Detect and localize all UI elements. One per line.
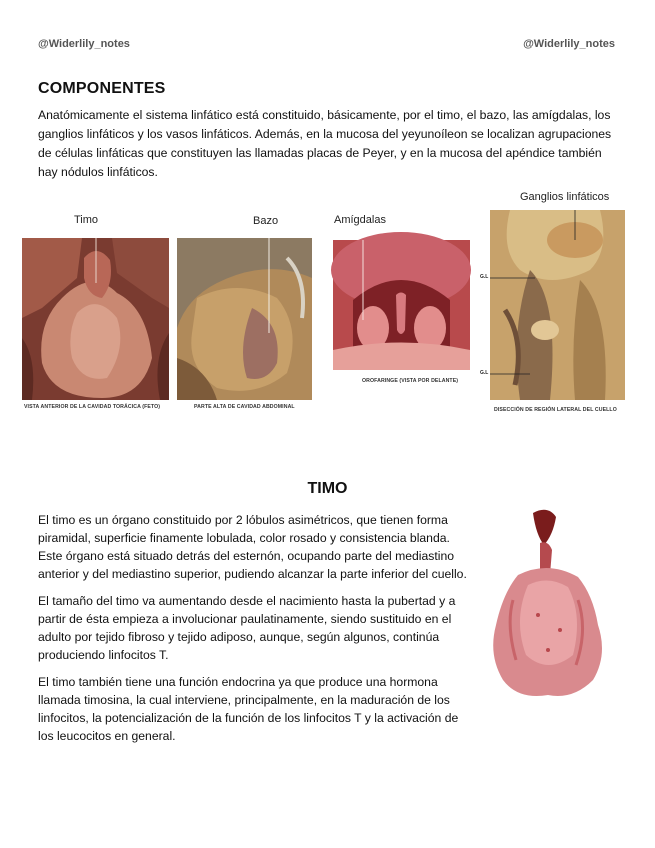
label-timo: Timo — [74, 214, 99, 226]
caption-amigdalas: OROFARINGE (VISTA POR DELANTE) — [362, 378, 459, 384]
figure-timo-image — [22, 238, 169, 400]
section-title-componentes: COMPONENTES — [38, 80, 166, 97]
caption-bazo: PARTE ALTA DE CAVIDAD ABDOMINAL — [194, 404, 295, 410]
tag-gl-2: G.L — [480, 370, 489, 376]
tag-gl-1: G.L — [480, 274, 489, 280]
thymus-illustration — [478, 505, 618, 705]
label-bazo: Bazo — [253, 215, 279, 227]
label-amigdalas: Amígdalas — [334, 214, 386, 226]
label-ganglios: Ganglios linfáticos — [520, 191, 610, 203]
caption-ganglios: DISECCIÓN DE REGIÓN LATERAL DEL CUELLO — [494, 407, 617, 413]
figure-bazo-image — [177, 238, 312, 400]
caption-timo: VISTA ANTERIOR DE LA CAVIDAD TORÁCICA (FETO) — [24, 404, 161, 410]
thorax-illustration — [22, 238, 169, 400]
section-title-timo: TIMO — [307, 480, 348, 497]
figure-ganglios-image — [480, 210, 625, 400]
abdomen-illustration — [177, 238, 312, 400]
timo-paragraph-2: El tamaño del timo va aumentando desde el nacimiento hasta la pubertad y a partir de ésta empieza a involucionar paulatinamente, siendo sustituido en el adulto por tejido fibroso y tejido adiposo, aunque, según algunos, continúa produciendo linfocitos T. — [38, 594, 456, 662]
timo-paragraph-3: El timo también tiene una función endocrina ya que produce una hormona llamada timosina, la cual interviene, principalmente, en la maduración de los linfocitos, la potencialización de la función de los linfocitos T y la activación de los leucocitos en general. — [38, 675, 459, 743]
timo-paragraph-1: El timo es un órgano constituido por 2 lóbulos asimétricos, que tienen forma piramidal, superficie finamente lobulada, color rosado y consistencia blanda. Este órgano está situado detrás del esternón, ocupando parte del mediastino anterior y del mediastino superior, pudiendo alcanzar la parte inferior del cuello. — [38, 513, 467, 581]
neck-dissection-illustration — [490, 210, 625, 400]
thymus-specimen-image — [478, 505, 618, 705]
watermark-left: @Widerlily_notes — [38, 38, 130, 50]
figure-amigdalas-image — [333, 240, 470, 370]
intro-paragraph: Anatómicamente el sistema linfático está constituido, básicamente, por el timo, el bazo, las amígdalas, los ganglios linfáticos y los vasos linfáticos. Además, en la mucosa del yeyunoíleon se localizan agrupaciones de células linfáticas que constituyen las llamadas placas de Peyer, y en la mucosa del apéndice también hay nódulos linfáticos. — [38, 108, 612, 179]
watermark-right: @Widerlily_notes — [523, 38, 615, 50]
oropharynx-illustration — [333, 240, 470, 370]
timo-text-block — [38, 511, 468, 754]
